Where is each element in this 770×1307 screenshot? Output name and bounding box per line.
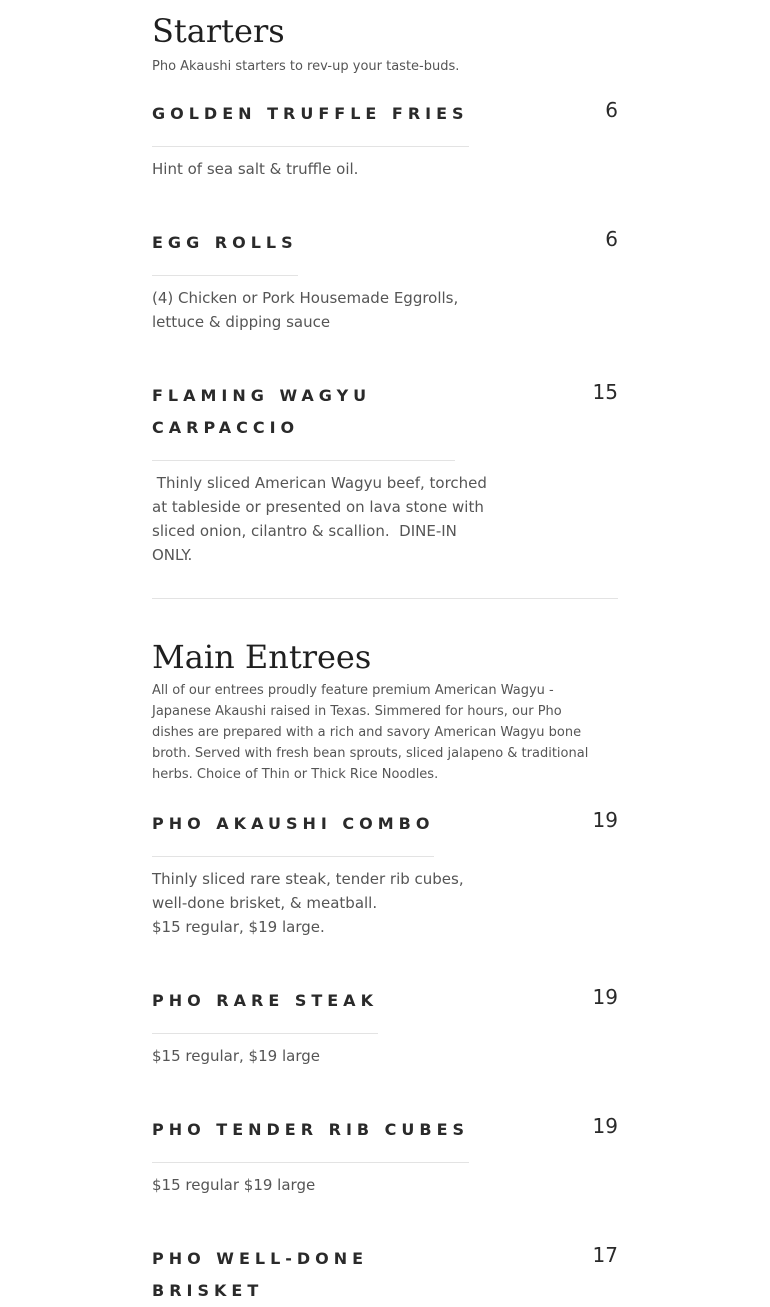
- item-name: GOLDEN TRUFFLE FRIES: [152, 104, 469, 123]
- item-size-prices: $15 regular, $19 large.: [152, 918, 325, 936]
- item-underline: [152, 1162, 469, 1163]
- item-name: PHO AKAUSHI COMBO: [152, 814, 435, 833]
- item-name-wrap: [152, 808, 434, 867]
- section-description: All of our entrees proudly feature premium American Wagyu -Japanese Akaushi raised in Texas. Simmered for hours, our Pho dishes are prepared with a rich and savory American Wagyu bone broth. Served with fresh bean sprouts, sliced jalapeno & traditional herbs. Choice of Thin or Thick Rice Noodles.: [152, 683, 589, 783]
- section-main-entrees: [152, 638, 618, 785]
- item-name-wrap: [152, 98, 469, 157]
- item-description: (4) Chicken or Pork Housemade Eggrolls, lettuce & dipping sauce: [152, 289, 459, 331]
- item-price: 15: [592, 380, 618, 404]
- item-name-wrap: [152, 1243, 372, 1307]
- menu-item-pho-tender-rib-cubes: [152, 1114, 618, 1197]
- item-price: 6: [605, 98, 618, 122]
- section-title: Starters: [152, 12, 285, 50]
- item-price: 19: [592, 808, 618, 832]
- item-price: 17: [592, 1243, 618, 1267]
- menu-item-pho-akaushi-combo: [152, 808, 618, 939]
- section-divider: [152, 598, 618, 599]
- section-title: Main Entrees: [152, 638, 372, 676]
- item-name: PHO TENDER RIB CUBES: [152, 1120, 470, 1139]
- item-name-wrap: [152, 227, 298, 286]
- item-description: $15 regular, $19 large: [152, 1047, 320, 1065]
- section-description: Pho Akaushi starters to rev-up your taste-buds.: [152, 59, 460, 75]
- item-description: Thinly sliced rare steak, tender rib cubes, well-done brisket, & meatball.: [152, 870, 464, 912]
- menu-item-pho-rare-steak: [152, 985, 618, 1068]
- item-name: EGG ROLLS: [152, 233, 298, 252]
- item-name: FLAMING WAGYU CARPACCIO: [152, 386, 372, 437]
- item-underline: [152, 1033, 378, 1034]
- item-underline: [152, 275, 298, 276]
- item-name-wrap: [152, 380, 455, 471]
- item-description: Thinly sliced American Wagyu beef, torched at tableside or presented on lava stone with sliced onion, cilantro & scallion. DINE-IN ONLY.: [152, 474, 492, 564]
- item-price: 6: [605, 227, 618, 251]
- menu-item-egg-rolls: [152, 227, 618, 334]
- menu-item-pho-well-done-brisket: [152, 1243, 618, 1307]
- item-name-wrap: [152, 985, 378, 1044]
- item-underline: [152, 146, 469, 147]
- item-description: Hint of sea salt & truffle oil.: [152, 160, 359, 178]
- item-underline: [152, 460, 455, 461]
- item-name: PHO RARE STEAK: [152, 991, 378, 1010]
- item-description: $15 regular $19 large: [152, 1176, 316, 1194]
- section-starters: [152, 12, 618, 77]
- item-name: PHO WELL-DONE BRISKET: [152, 1249, 369, 1300]
- item-underline: [152, 856, 434, 857]
- menu-item-flaming-wagyu-carpaccio: [152, 380, 618, 567]
- item-price: 19: [592, 985, 618, 1009]
- menu-item-golden-truffle-fries: [152, 98, 618, 181]
- item-name-wrap: [152, 1114, 469, 1173]
- item-price: 19: [592, 1114, 618, 1138]
